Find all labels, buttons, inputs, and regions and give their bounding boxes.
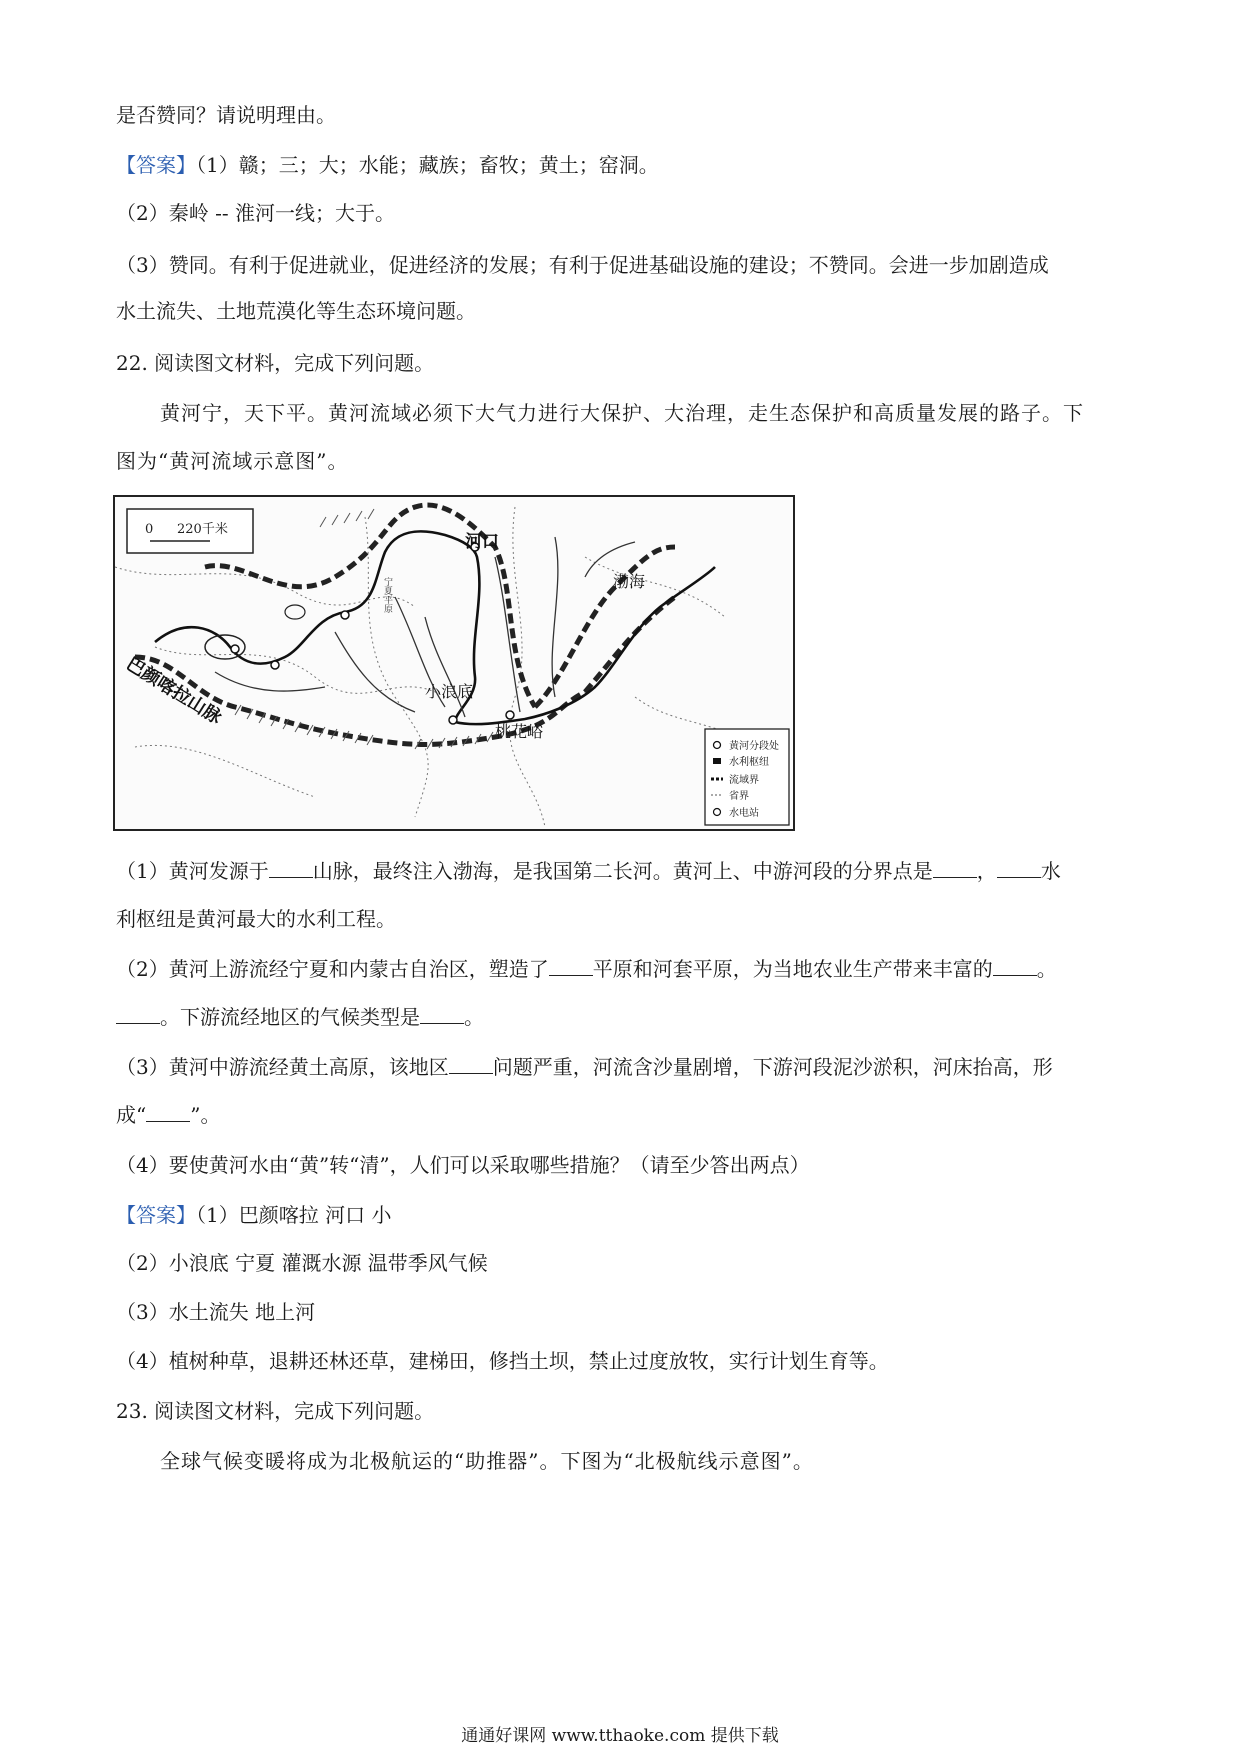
page-footer: 通通好课网 www.tthaoke.com 提供下载 <box>461 1726 779 1746</box>
legend <box>705 729 789 825</box>
answer-line: （2）秦岭 -- 淮河一线；大于。 <box>116 201 395 225</box>
answer-blank <box>993 957 1037 976</box>
label-taohuayu: 桃花峪 <box>495 722 544 741</box>
label-bayankala: 巴颜喀拉山脉 <box>122 653 226 729</box>
sub-question-1: （1）黄河发源于 山脉，最终注入渤海，是我国第二长河。黄河上、中游河段的分界点是 ， 水 <box>116 859 1061 883</box>
question-heading: 23. 阅读图文材料，完成下列问题。 <box>116 1399 435 1423</box>
legend-item: 黄河分段处 <box>729 741 779 752</box>
answer-blank <box>449 1055 493 1074</box>
question-continuation: 是否赞同？请说明理由。 <box>116 103 336 127</box>
question-heading: 22. 阅读图文材料，完成下列问题。 <box>116 351 435 375</box>
material-text: 全球气候变暖将成为北极航运的“助推器”。下图为“北极航线示意图”。 <box>160 1449 814 1473</box>
scale-start: 0 <box>145 522 154 537</box>
legend-item: 流域界 <box>729 775 759 786</box>
answer-blank <box>420 1005 464 1024</box>
legend-item: 省界 <box>729 791 749 802</box>
material-text: 黄河宁，天下平。黄河流域必须下大气力进行大保护、大治理，走生态保护和高质量发展的路子。下 <box>160 401 1084 425</box>
legend-item: 水利枢纽 <box>729 757 769 768</box>
label-hekou: 河口 <box>465 532 499 552</box>
map-svg <box>115 497 793 829</box>
sub-question-1-cont: 利枢纽是黄河最大的水利工程。 <box>116 907 396 931</box>
label-xiaolangdi: 小浪底 <box>425 682 474 701</box>
answer-tag: 【答案】 <box>116 1203 196 1227</box>
answer-blank <box>549 957 593 976</box>
label-bohai: 渤海 <box>613 572 646 591</box>
answer-line: （3）赞同。有利于促进就业，促进经济的发展；有利于促进基础设施的建设；不赞同。会进一步加剧造成 <box>116 253 1049 277</box>
answer-line: 水土流失、土地荒漠化等生态环境问题。 <box>116 299 476 323</box>
label-ningxia: 宁夏平原 <box>382 577 392 613</box>
sub-question-2-cont: 。下游流经地区的气候类型是 。 <box>116 1002 484 1032</box>
legend-hub-symbol <box>713 758 721 764</box>
sub-question-3-cont: 成“ ”。 <box>116 1103 221 1127</box>
answer-line: （2）小浪底 宁夏 灌溉水源 温带季风气候 <box>116 1251 488 1275</box>
answer-line: （4）植树种草，退耕还林还草，建梯田，修挡土坝，禁止过度放牧，实行计划生育等。 <box>116 1349 889 1373</box>
province-borders <box>115 507 775 827</box>
answer-blank <box>997 859 1041 878</box>
lake <box>285 605 305 619</box>
answer-block: 【答案】（1）赣；三；大；水能；藏族；畜牧；黄土；窑洞。 <box>116 153 659 177</box>
hatching <box>235 509 493 749</box>
sub-question-4: （4）要使黄河水由“黄”转“清”，人们可以采取哪些措施？（请至少答出两点） <box>116 1153 810 1177</box>
answer-block: 【答案】（1）巴颜喀拉 河口 小 <box>116 1203 392 1227</box>
sub-question-3: （3）黄河中游流经黄土高原，该地区 问题严重，河流含沙量剧增，下游河段泥沙淤积，河床抬高，形 <box>116 1055 1053 1079</box>
legend-split-symbol <box>714 742 721 749</box>
answer-blank <box>116 1005 160 1024</box>
yellow-river-basin-map <box>113 495 795 831</box>
scale-end: 220千米 <box>177 522 228 537</box>
sub-question-2: （2）黄河上游流经宁夏和内蒙古自治区，塑造了 平原和河套平原，为当地农业生产带来丰富的 。 <box>116 957 1057 981</box>
answer-tag: 【答案】 <box>116 153 196 177</box>
answer-blank <box>269 859 313 878</box>
legend-item: 水电站 <box>729 808 759 819</box>
answer-line: （3）水土流失 地上河 <box>116 1300 316 1324</box>
answer-blank <box>933 859 977 878</box>
material-text: 图为“黄河流域示意图”。 <box>116 449 349 473</box>
answer-blank <box>146 1103 190 1122</box>
